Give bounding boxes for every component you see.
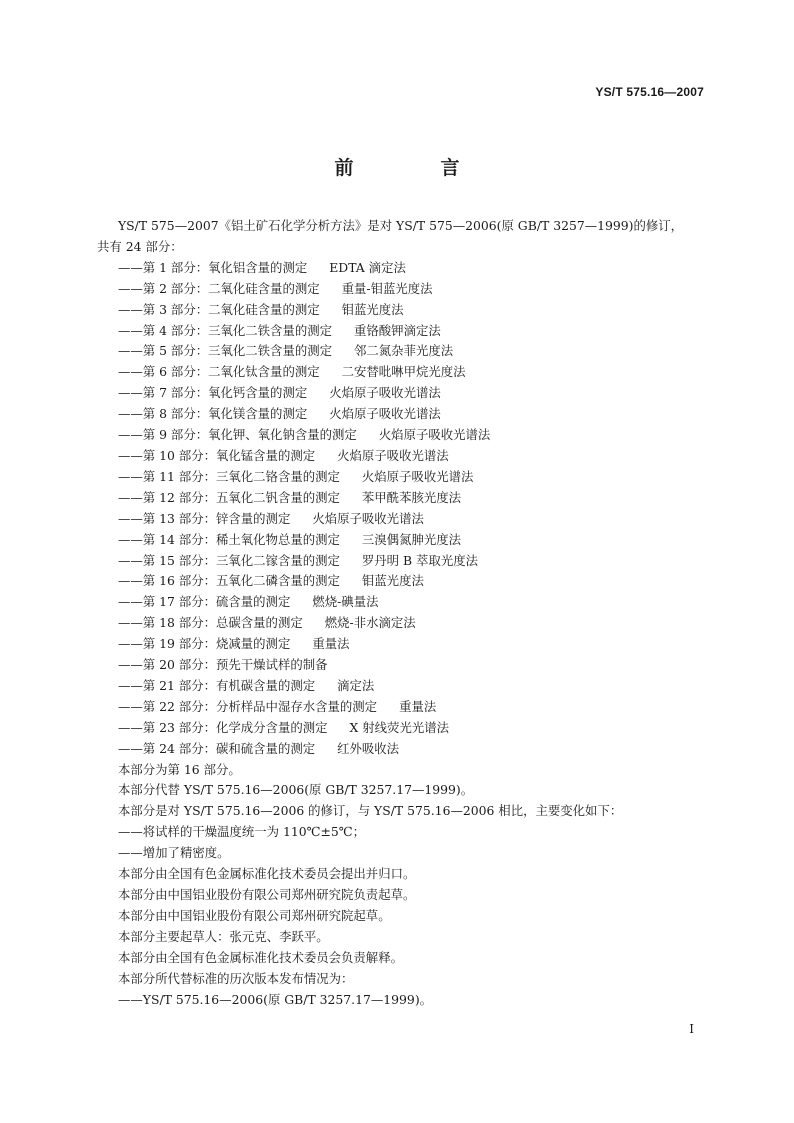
part-method: X 射线荧光光谱法 bbox=[349, 719, 450, 735]
part-label: ——第 19 部分：烧减量的测定 bbox=[118, 636, 291, 652]
parts-list bbox=[118, 258, 710, 760]
part-label: ——第 14 部分：稀土氧化物总量的测定 bbox=[118, 531, 340, 547]
part-method: 火焰原子吸收光谱法 bbox=[329, 406, 441, 422]
part-method: 邻二氮杂菲光度法 bbox=[354, 343, 454, 359]
part-item bbox=[118, 446, 710, 467]
part-label: ——第 11 部分：三氧化二铬含量的测定 bbox=[118, 468, 340, 484]
part-method: 重量法 bbox=[312, 636, 350, 652]
intro-line-1: YS/T 575—2007《铝土矿石化学分析方法》是对 YS/T 575—2006(原 GB/T 3257—1999)的修订， bbox=[118, 218, 684, 233]
part-item bbox=[118, 551, 710, 572]
part-item bbox=[118, 404, 710, 425]
part-item bbox=[118, 676, 710, 697]
part-item bbox=[118, 571, 710, 592]
part-item bbox=[118, 488, 710, 509]
part-item bbox=[118, 362, 710, 383]
part-item bbox=[118, 425, 710, 446]
part-label: ——第 5 部分：三氧化二铁含量的测定 bbox=[118, 343, 333, 359]
part-method: 罗丹明 B 萃取光度法 bbox=[361, 552, 479, 568]
part-method: 火焰原子吸收光谱法 bbox=[312, 510, 424, 526]
part-label: ——第 2 部分：二氧化硅含量的测定 bbox=[118, 280, 320, 296]
part-method: 火焰原子吸收光谱法 bbox=[329, 385, 441, 401]
part-label: ——第 8 部分：氧化镁含量的测定 bbox=[118, 406, 308, 422]
part-method: 重量法 bbox=[399, 698, 437, 714]
note-line: ——YS/T 575.16—2006(原 GB/T 3257.17—1999)。 bbox=[118, 991, 433, 1007]
intro-line-2: 共有 24 部分： bbox=[97, 238, 183, 254]
part-label: ——第 7 部分：氧化钙含量的测定 bbox=[118, 385, 308, 401]
part-item bbox=[118, 467, 710, 488]
part-method: 燃烧-碘量法 bbox=[312, 594, 379, 610]
note-line: 本部分是对 YS/T 575.16—2006 的修订，与 YS/T 575.16—2006 相比，主要变化如下： bbox=[118, 803, 623, 819]
part-item bbox=[118, 592, 710, 613]
part-label: ——第 20 部分：预先干燥试样的制备 bbox=[118, 657, 328, 673]
part-label: ——第 1 部分：氧化铝含量的测定 bbox=[118, 259, 308, 275]
part-item bbox=[118, 613, 710, 634]
part-item bbox=[118, 697, 710, 718]
part-method: 钼蓝光度法 bbox=[341, 301, 404, 317]
page-title: 前 言 bbox=[334, 157, 494, 179]
part-method: 三溴偶氮胂光度法 bbox=[361, 531, 462, 547]
note-line: 本部分主要起草人：张元克、李跃平。 bbox=[118, 928, 329, 944]
part-item bbox=[118, 739, 710, 760]
part-label: ——第 13 部分：锌含量的测定 bbox=[118, 510, 291, 526]
notes-section bbox=[118, 760, 710, 1011]
note-line: 本部分由中国铝业股份有限公司郑州研究院负责起草。 bbox=[118, 887, 416, 902]
part-item bbox=[118, 383, 710, 404]
part-label: ——第 24 部分：碳和硫含量的测定 bbox=[118, 740, 316, 756]
part-method: 钼蓝光度法 bbox=[361, 573, 424, 589]
part-method: 火焰原子吸收光谱法 bbox=[337, 447, 449, 463]
part-item bbox=[118, 321, 710, 342]
part-method: 重铬酸钾滴定法 bbox=[354, 322, 441, 338]
page-number: I bbox=[689, 1022, 694, 1036]
part-item bbox=[118, 718, 710, 739]
part-method: 苯甲酰苯胲光度法 bbox=[361, 489, 462, 505]
part-method: 火焰原子吸收光谱法 bbox=[378, 427, 491, 443]
standard-code-header: YS/T 575.16—2007 bbox=[595, 85, 704, 99]
part-label: ——第 12 部分：五氧化二钒含量的测定 bbox=[118, 489, 340, 505]
note-line: ——将试样的干燥温度统一为 110℃±5℃； bbox=[118, 824, 366, 840]
note-line: 本部分所代替标准的历次版本发布情况为： bbox=[118, 970, 354, 986]
note-line: 本部分为第 16 部分。 bbox=[118, 761, 241, 777]
part-method: 重量-钼蓝光度法 bbox=[341, 280, 433, 296]
part-method: 火焰原子吸收光谱法 bbox=[361, 468, 474, 484]
part-label: ——第 6 部分：二氧化钛含量的测定 bbox=[118, 364, 320, 380]
part-label: ——第 10 部分：氧化锰含量的测定 bbox=[118, 447, 316, 463]
part-method: 二安替吡啉甲烷光度法 bbox=[341, 364, 466, 380]
part-label: ——第 15 部分：三氧化二镓含量的测定 bbox=[118, 552, 340, 568]
part-method: 红外吸收法 bbox=[337, 740, 400, 756]
part-label: ——第 18 部分：总碳含量的测定 bbox=[118, 615, 303, 631]
part-method: 燃烧-非水滴定法 bbox=[324, 615, 416, 631]
part-item bbox=[118, 279, 710, 300]
part-item bbox=[118, 300, 710, 321]
part-label: ——第 3 部分：二氧化硅含量的测定 bbox=[118, 301, 320, 317]
part-label: ——第 9 部分：氧化钾、氧化钠含量的测定 bbox=[118, 427, 357, 443]
part-item bbox=[118, 655, 710, 676]
part-item bbox=[118, 258, 710, 279]
note-line: ——增加了精密度。 bbox=[118, 845, 230, 861]
part-label: ——第 17 部分：硫含量的测定 bbox=[118, 594, 291, 610]
note-line: 本部分代替 YS/T 575.16—2006(原 GB/T 3257.17—1999)。 bbox=[118, 782, 474, 798]
part-method: 滴定法 bbox=[337, 677, 375, 693]
part-label: ——第 4 部分：三氧化二铁含量的测定 bbox=[118, 322, 333, 338]
note-line: 本部分由全国有色金属标准化技术委员会负责解释。 bbox=[118, 949, 403, 965]
part-label: ——第 21 部分：有机碳含量的测定 bbox=[118, 677, 316, 693]
part-item bbox=[118, 341, 710, 362]
part-label: ——第 22 部分：分析样品中湿存水含量的测定 bbox=[118, 698, 378, 714]
note-line: 本部分由中国铝业股份有限公司郑州研究院起草。 bbox=[118, 907, 391, 923]
part-item bbox=[118, 530, 710, 551]
foreword-body bbox=[97, 216, 710, 1010]
part-method: EDTA 滴定法 bbox=[329, 259, 406, 275]
part-label: ——第 16 部分：五氧化二磷含量的测定 bbox=[118, 573, 340, 589]
part-item bbox=[118, 634, 710, 655]
note-line: 本部分由全国有色金属标准化技术委员会提出并归口。 bbox=[118, 866, 416, 882]
part-item bbox=[118, 509, 710, 530]
part-label: ——第 23 部分：化学成分含量的测定 bbox=[118, 719, 328, 735]
